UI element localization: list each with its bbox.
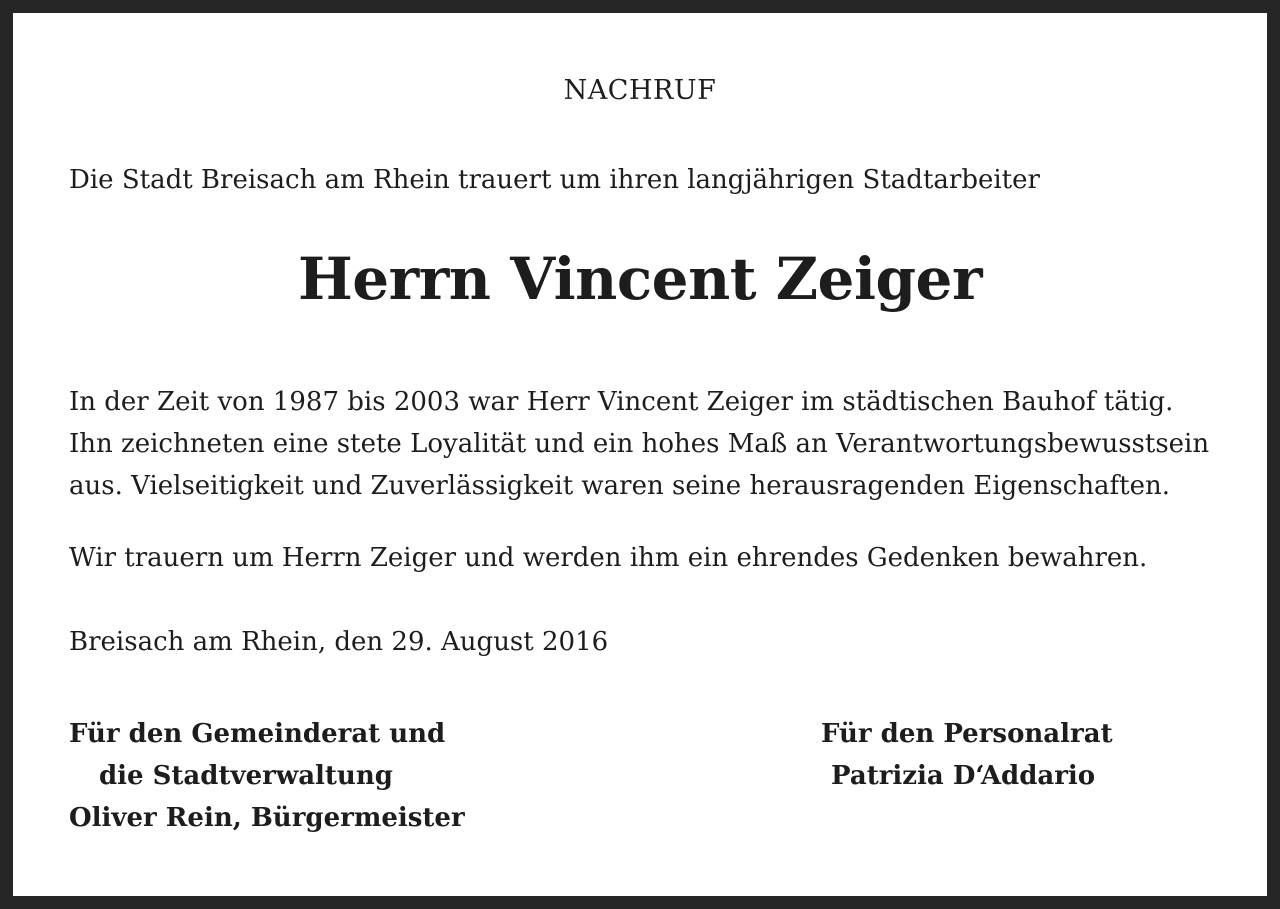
signature-line: Für den Personalrat	[821, 719, 1113, 749]
place-date: Breisach am Rhein, den 29. August 2016	[69, 627, 609, 657]
intro-text: Die Stadt Breisach am Rhein trauert um ihren langjährigen Stadtarbeiter	[69, 165, 1040, 195]
obituary-notice	[13, 13, 1267, 896]
mourning-text: Wir trauern um Herrn Zeiger und werden ihm ein ehrendes Gedenken bewahren.	[69, 543, 1148, 573]
signature-line: Patrizia D‘Addario	[831, 761, 1096, 791]
body-line: In der Zeit von 1987 bis 2003 war Herr Vincent Zeiger im städtischen Bauhof tätig.	[69, 387, 1174, 417]
body-paragraph	[69, 381, 1229, 507]
body-line: aus. Vielseitigkeit und Zuverlässigkeit waren seine herausragenden Eigenschaften.	[69, 471, 1171, 501]
body-line: Ihn zeichneten eine stete Loyalität und ein hohes Maß an Verantwortungsbewusstsein	[69, 429, 1210, 459]
signature-line: Für den Gemeinderat und	[69, 719, 446, 749]
signature-line: Oliver Rein, Bürgermeister	[69, 803, 465, 833]
signature-staff-council	[821, 713, 1113, 797]
signature-council	[69, 713, 465, 839]
deceased-name: Herrn Vincent Zeiger	[297, 245, 983, 313]
signature-line: die Stadtverwaltung	[99, 761, 393, 791]
notice-heading: NACHRUF	[563, 75, 717, 106]
